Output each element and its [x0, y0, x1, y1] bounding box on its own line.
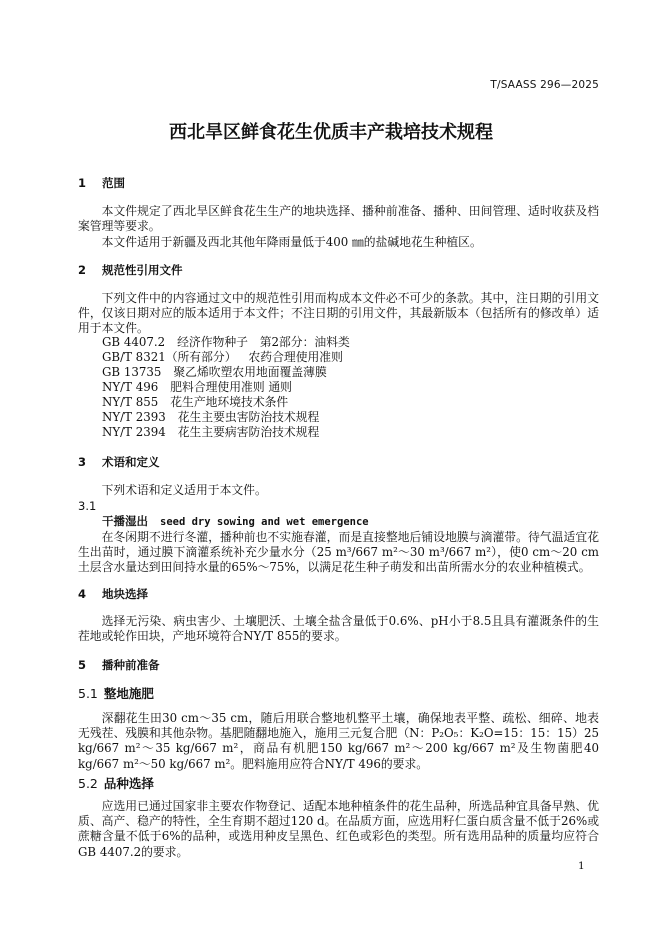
- reference-code: GB/T 8321（所有部分）: [102, 350, 237, 364]
- section-heading-plot-selection: [78, 587, 148, 602]
- term-chinese: 干播湿出: [102, 514, 148, 528]
- section-heading-presowing: [78, 658, 160, 673]
- section-number: 5: [78, 658, 87, 672]
- paragraph: 选择无污染、病虫害少、土壤肥沃、土壤全盐含量低于0.6%、pH小于8.5且具有灌溉条件的生茬地或轮作田块，产地环境符合NY/T 855的要求。: [78, 614, 599, 644]
- reference-title: 花生主要病害防治技术规程: [177, 425, 320, 439]
- page-number: 1: [578, 860, 585, 872]
- reference-item: [102, 410, 319, 425]
- section-title: 播种前准备: [102, 658, 160, 672]
- subsection-heading-land-prep: [78, 686, 154, 702]
- section-number: 3: [78, 455, 87, 469]
- paragraph: 应选用已通过国家非主要农作物登记、适配本地种植条件的花生品种，所选品种宜具备早熟、优质、高产、稳产的特性，全生育期不超过120 d。在品质方面，应选用籽仁蛋白质含量不低于26%或蔗糖含量不低于6%的品种，或选用种皮呈黑色、红色或彩色的类型。所有选用品种的质量均应符合GB 4407.2的要求。: [78, 799, 599, 859]
- paragraph: 下列文件中的内容通过文中的规范性引用而构成本文件必不可少的条款。其中，注日期的引用文件，仅该日期对应的版本适用于本文件；不注日期的引用文件，其最新版本（包括所有的修改单）适用于本文件。: [78, 291, 599, 336]
- reference-code: GB 13735: [102, 365, 162, 379]
- paragraph: 下列术语和定义适用于本文件。: [101, 483, 267, 497]
- term-entry: [102, 514, 369, 530]
- reference-title: 肥料合理使用准则 通则: [170, 380, 292, 394]
- section-number: 4: [78, 587, 87, 601]
- section-title: 术语和定义: [102, 455, 160, 469]
- term-definition: 在冬闲期不进行冬灌，播种前也不实施春灌，而是直接整地后铺设地膜与滴灌带。待气温适宜花生出苗时，通过膜下滴灌系统补充少量水分（25 m³/667 m²～30 m³/667 m²），使0 cm～20 cm土层含水量达到田间持水量的65%～75%，以满足花生种子萌发和出苗所需水分的农业种植模式。: [78, 530, 599, 575]
- subsection-title: 品种选择: [103, 776, 154, 791]
- reference-item: [102, 425, 319, 440]
- reference-code: GB 4407.2: [102, 335, 166, 349]
- subsection-heading-variety: [78, 776, 154, 792]
- subsection-number: 5.1: [78, 686, 98, 701]
- term-number: 3.1: [78, 499, 97, 513]
- reference-item: [102, 395, 288, 410]
- reference-code: NY/T 2393: [102, 410, 166, 424]
- reference-item: [102, 380, 292, 395]
- section-number: 2: [78, 263, 87, 277]
- reference-title: 经济作物种子 第2部分：油料类: [177, 335, 350, 349]
- term-english: seed dry sowing and wet emergence: [160, 516, 369, 528]
- paragraph: 本文件适用于新疆及西北其他年降雨量低于400 ㎜的盐碱地花生种植区。: [101, 235, 482, 249]
- subsection-title: 整地施肥: [103, 686, 154, 701]
- reference-title: 农药合理使用准则: [248, 350, 343, 364]
- section-number: 1: [78, 176, 87, 190]
- document-title: 西北旱区鲜食花生优质丰产栽培技术规程: [169, 122, 493, 143]
- section-title: 范围: [102, 176, 125, 190]
- reference-item: [102, 335, 350, 350]
- paragraph: 本文件规定了西北旱区鲜食花生生产的地块选择、播种前准备、播种、田间管理、适时收获及档案管理等要求。: [78, 204, 599, 234]
- section-title: 地块选择: [102, 587, 148, 601]
- reference-item: [102, 350, 343, 365]
- subsection-number: 5.2: [78, 776, 98, 791]
- reference-title: 聚乙烯吹塑农用地面覆盖薄膜: [173, 365, 327, 379]
- section-heading-terms: [78, 455, 160, 470]
- reference-title: 花生主要虫害防治技术规程: [177, 410, 320, 424]
- section-heading-scope: [78, 176, 125, 191]
- reference-code: NY/T 2394: [102, 425, 166, 439]
- section-title: 规范性引用文件: [102, 263, 183, 277]
- document-code: T/SAASS 296—2025: [490, 79, 599, 91]
- reference-title: 花生产地环境技术条件: [170, 395, 289, 409]
- reference-item: [102, 365, 327, 380]
- section-heading-normative-references: [78, 263, 183, 278]
- paragraph: 深翻花生田30 cm～35 cm，随后用联合整地机整平土壤，确保地表平整、疏松、细碎、地表无残茬、残膜和其他杂物。基肥随翻地施入，施用三元复合肥（N：P₂O₅：K₂O=15：15：15）25 kg/667 m²～35 kg/667 m²，商品有机肥150 kg/667 m²～200 kg/667 m²及生物菌肥40 kg/667 m²～50 kg/667 m²。肥料施用应符合NY/T 496的要求。: [78, 711, 599, 771]
- reference-code: NY/T 855: [102, 395, 159, 409]
- reference-code: NY/T 496: [102, 380, 159, 394]
